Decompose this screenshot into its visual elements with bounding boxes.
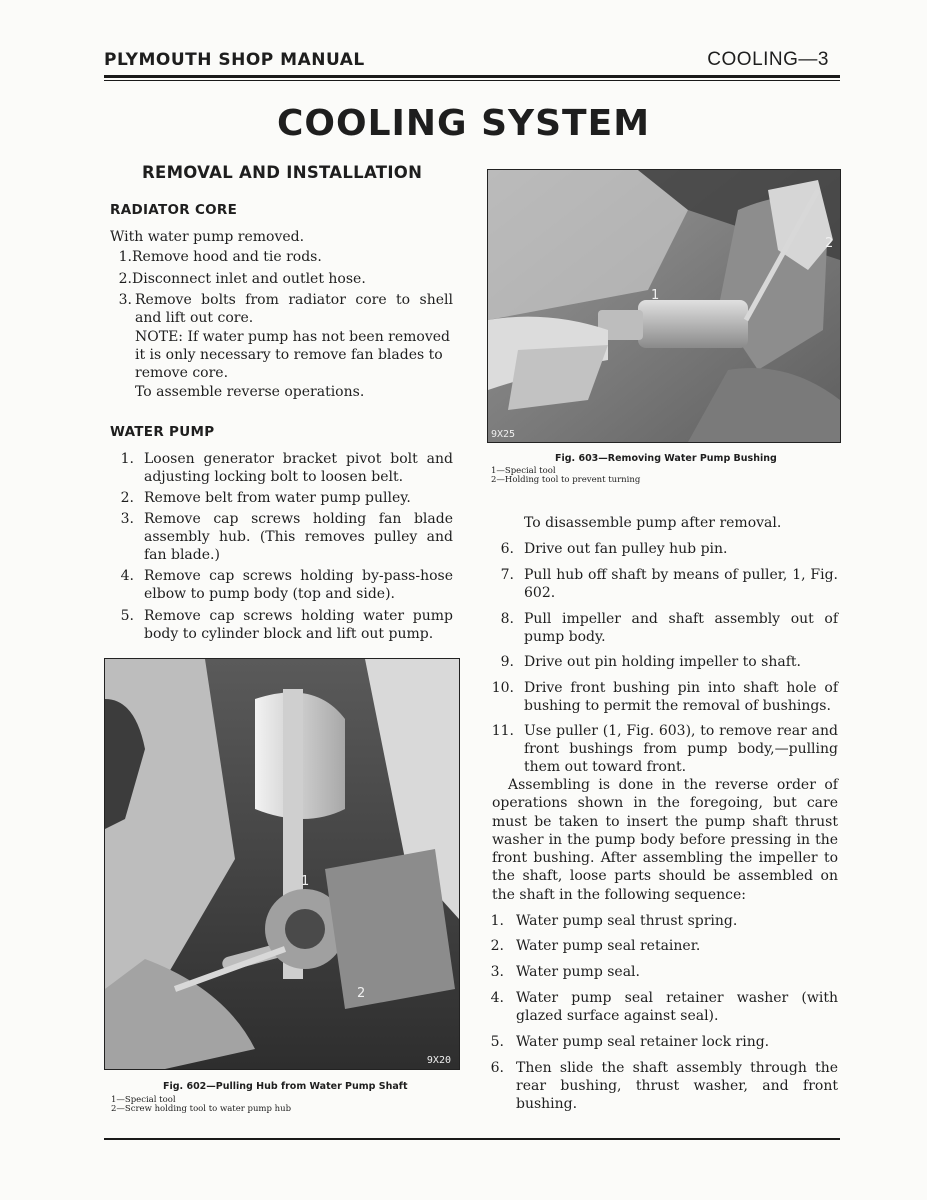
water-pump-heading: WATER PUMP: [110, 424, 215, 440]
header-rule-thin: [104, 80, 840, 81]
fig-603-legend-2: 2—Holding tool to prevent turning: [491, 475, 641, 485]
photo-tag: 9X20: [426, 1055, 451, 1066]
list-item: 8. Pull impeller and shaft assembly out of pump body.: [500, 611, 838, 645]
header-rule: [104, 75, 840, 78]
list-item: 4. Water pump seal retainer washer (with glazed surface against seal).: [490, 990, 838, 1024]
list-item: 3. Remove bolts from radiator core to shell and lift out core.: [118, 292, 453, 326]
fig-602-legend-1: 1—Special tool: [111, 1095, 176, 1105]
section-heading: REMOVAL AND INSTALLATION: [142, 163, 423, 182]
fig-602-legend-2: 2—Screw holding tool to water pump hub: [111, 1104, 292, 1114]
list-item: 1. Loosen generator bracket pivot bolt and adjusting locking bolt to loosen belt.: [120, 451, 453, 485]
disassemble-intro: To disassemble pump after removal.: [524, 515, 782, 531]
running-header-left: PLYMOUTH SHOP MANUAL: [104, 50, 365, 70]
page-title: COOLING SYSTEM: [276, 103, 651, 144]
fig-603-caption: Fig. 603—Removing Water Pump Bushing: [555, 453, 777, 464]
fig-603-photo: [487, 169, 841, 443]
list-item: 3. Remove cap screws holding fan blade assembly hub. (This removes pulley and fan blade.): [120, 511, 453, 563]
list-item: 5. Remove cap screws holding water pump body to cylinder block and lift out pump.: [120, 608, 453, 642]
footer-rule: [104, 1138, 840, 1140]
callout-2: 2: [825, 236, 834, 251]
list-item: 1. Water pump seal thrust spring.: [490, 913, 738, 929]
photo-tag: 9X25: [491, 429, 516, 440]
list-item: 2. Disconnect inlet and outlet hose.: [118, 271, 366, 287]
radiator-note-line1: NOTE: If water pump has not been removed: [135, 329, 451, 345]
list-item: 1. Remove hood and tie rods.: [118, 249, 322, 265]
running-header-right: COOLING—3: [707, 49, 829, 70]
list-item: 2. Water pump seal retainer.: [490, 938, 701, 954]
radiator-intro: With water pump removed.: [110, 229, 305, 245]
list-item: 4. Remove cap screws holding by-pass-hose elbow to pump body (top and side).: [120, 568, 453, 602]
hub-puller-photo: [105, 659, 459, 1069]
radiator-note-line2: it is only necessary to remove fan blades to: [135, 347, 443, 363]
list-item: 3. Water pump seal.: [490, 964, 640, 980]
fig-602-photo: [104, 658, 460, 1070]
callout-1: 1: [301, 874, 310, 889]
callout-1: 1: [651, 288, 660, 303]
list-item: 6. Drive out fan pulley hub pin.: [500, 541, 728, 557]
list-item: 6. Then slide the shaft assembly through the rear bushing, thrust washer, and front bushing.: [490, 1060, 838, 1112]
assembling-paragraph: Assembling is done in the reverse order of operations shown in the foregoing, but care must be taken to insert the pump shaft thrust washer in the pump body before pressing in the front bushing. After assembling the impeller to the shaft, loose parts should be assembled on the shaft in the following sequence:: [492, 777, 838, 903]
radiator-note-line3: remove core.: [135, 365, 229, 381]
list-item: 7. Pull hub off shaft by means of puller, 1, Fig. 602.: [500, 567, 838, 601]
fig-602-caption: Fig. 602—Pulling Hub from Water Pump Shaft: [163, 1081, 408, 1092]
list-item: 2. Remove belt from water pump pulley.: [120, 490, 411, 506]
pump-bushing-photo: [488, 170, 840, 442]
callout-2: 2: [357, 986, 366, 1001]
list-item: 11. Use puller (1, Fig. 603), to remove rear and front bushings from pump body,—pulling them out toward front.: [491, 723, 838, 775]
radiator-note-line4: To assemble reverse operations.: [135, 384, 365, 400]
list-item: 9. Drive out pin holding impeller to shaft.: [500, 654, 801, 670]
radiator-heading: RADIATOR CORE: [110, 202, 238, 218]
fig-603-legend-1: 1—Special tool: [491, 466, 556, 476]
list-item: 10. Drive front bushing pin into shaft hole of bushing to permit the removal of bushings.: [491, 680, 838, 714]
list-item: 5. Water pump seal retainer lock ring.: [490, 1034, 770, 1050]
